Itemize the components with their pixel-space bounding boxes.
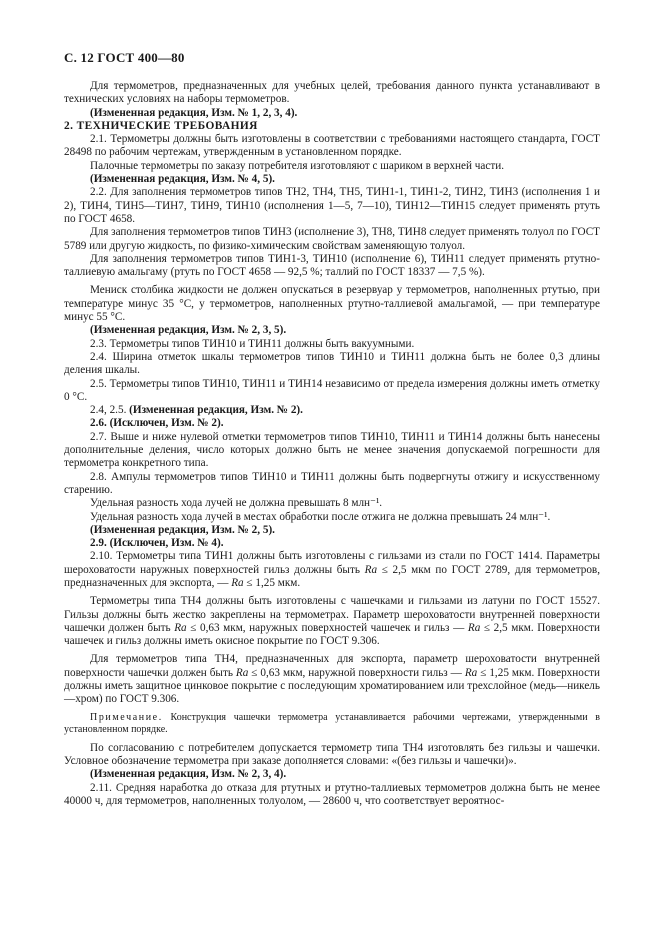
paragraph: Для заполнения термометров типов ТИН1-3, ТИН10 (исполнение 6), ТИН11 следует применять ртутно-таллиевую амальгаму (ртуть по ГОСТ 4658 — 92,5 %; таллий по ГОСТ 18337 — 7,5 %). — [64, 252, 600, 279]
excluded-clause: 2.6. (Исключен, Изм. № 2). — [90, 417, 224, 430]
amendment-note: (Измененная редакция, Изм. № 2, 3, 5). — [90, 324, 287, 337]
paragraph: Для термометров типа ТН4, предназначенных для экспорта, параметр шероховатости внутренней поверхности чашечки должен быть Ra ≤ 0,63 мкм, наружной поверхности гильз — Ra ≤ 1,25 мкм. Поверхности должны иметь защитное цинковое покрытие с последующим хроматированием или трехслойное (медь—никель—хром) по ГОСТ 9.306. — [64, 653, 600, 706]
paragraph: 2.8. Ампулы термометров типов ТИН10 и ТИН11 должны быть подвергнуты отжигу и искусственному старению. — [64, 470, 600, 496]
paragraph: 2.10. Термометры типа ТИН1 должны быть изготовлены с гильзами из стали по ГОСТ 1414. Параметры шероховатости наружных поверхностей гильз должны быть Ra ≤ 2,5 мкм по ГОСТ 2789, для термометров, предназначенных для экспорта, — Ra ≤ 1,25 мкм. — [64, 550, 601, 589]
paragraph: 2.3. Термометры типов ТИН10 и ТИН11 должны быть вакуумными. — [90, 337, 415, 350]
paragraph: 2.1. Термометры должны быть изготовлены в соответствии с требованиями настоящего стандарта, ГОСТ 28498 по рабочим чертежам, утвержденным в установленном порядке. — [64, 133, 600, 159]
note — [64, 712, 600, 737]
amendment-note: (Измененная редакция, Изм. № 1, 2, 3, 4). — [90, 106, 298, 119]
paragraph: Термометры типа ТН4 должны быть изготовлены с чашечками и гильзами из латуни по ГОСТ 15527. Гильзы должны быть жестко закреплены на термометрах. Параметр шероховатости внутренней поверхности чашечки должен быть Ra ≤ 0,63 мкм, наружных поверхностей чашечек и гильз — Ra ≤ 2,5 мкм. Поверхности чашечек и гильз должны иметь окисное покрытие по ГОСТ 9.306. — [64, 595, 600, 648]
paragraph: Палочные термометры по заказу потребителя изготовляют с шариком в верхней части. — [90, 159, 505, 172]
paragraph: 2.4. Ширина отметок шкалы термометров типов ТИН10 и ТИН11 должна быть не более 0,3 длины деления шкалы. — [64, 350, 600, 377]
excluded-clause: 2.9. (Исключен, Изм. № 4). — [90, 537, 224, 550]
paragraph: Для заполнения термометров типов ТИН3 (исполнение 3), ТН8, ТИН8 следует применять толуол по ГОСТ 5789 или другую жидкость, по физико-химическим свойствам заменяющую толуол. — [64, 226, 600, 252]
amendment-note: (Измененная редакция, Изм. № 4, 5). — [90, 173, 275, 186]
clause-number: 2.4, 2.5. — [90, 404, 127, 417]
paragraph — [64, 404, 600, 417]
note-label: Примечание. — [90, 711, 163, 723]
paragraph: По согласованию с потребителем допускается термометр типа ТН4 изготовлять без гильзы и чашечки. Условное обозначение термометра при заказе дополняется словами: «(без гильзы и чашечки)». — [64, 741, 600, 767]
paragraph: Мениск столбика жидкости не должен опускаться в резервуар у термометров, наполненных ртутью, при температуре минус 35 °С, у термометров, наполненных ртутно-таллиевой амальгамой, — при температуре минус 55 °С. — [64, 284, 600, 324]
paragraph: Удельная разность хода лучей не должна превышать 8 млн⁻¹. — [90, 497, 383, 510]
paragraph: Для термометров, предназначенных для учебных целей, требования данного пункта устанавливают в технических условиях на наборы термометров. — [64, 80, 600, 106]
amendment-note: (Измененная редакция, Изм. № 2, 5). — [90, 523, 275, 536]
section-title: 2. ТЕХНИЧЕСКИЕ ТРЕБОВАНИЯ — [64, 119, 258, 132]
paragraph: 2.11. Средняя наработка до отказа для ртутных и ртутно-таллиевых термометров должна быть не менее 40000 ч, для термометров, наполненных толуолом, — 28600 ч, что соответствует вероятнос- — [64, 781, 600, 807]
paragraph: 2.7. Выше и ниже нулевой отметки термометров типов ТИН10, ТИН11 и ТИН14 должны быть нанесены дополнительные деления, число которых должно быть не менее значения допускаемой погрешности для термометра конкретного типа. — [64, 430, 600, 470]
note-text: Конструкция чашечки термометра устанавливается рабочими чертежами, утвержденными в установленном порядке. — [64, 711, 600, 736]
paragraph: 2.2. Для заполнения термометров типов ТН2, ТН4, ТН5, ТИН1-1, ТИН1-2, ТИН2, ТИН3 (исполнения 1 и 2), ТИН4, ТИН5—ТИН7, ТИН9, ТИН10 (исполнения 1—5, 7—10), ТИН12—ТИН15 следует применять ртуть по ГОСТ 4658. — [64, 186, 600, 225]
paragraph: Удельная разность хода лучей в местах обработки после отжига не должна превышать 24 млн⁻¹. — [90, 510, 551, 523]
page-header: С. 12 ГОСТ 400—80 — [64, 50, 185, 65]
amendment-note: (Измененная редакция, Изм. № 2, 3, 4). — [90, 768, 287, 781]
paragraph: 2.5. Термометры типов ТИН10, ТИН11 и ТИН14 независимо от предела измерения должны иметь отметку 0 °С. — [64, 377, 600, 403]
document-body — [64, 80, 600, 808]
amendment-note: (Измененная редакция, Изм. № 2). — [129, 404, 303, 417]
